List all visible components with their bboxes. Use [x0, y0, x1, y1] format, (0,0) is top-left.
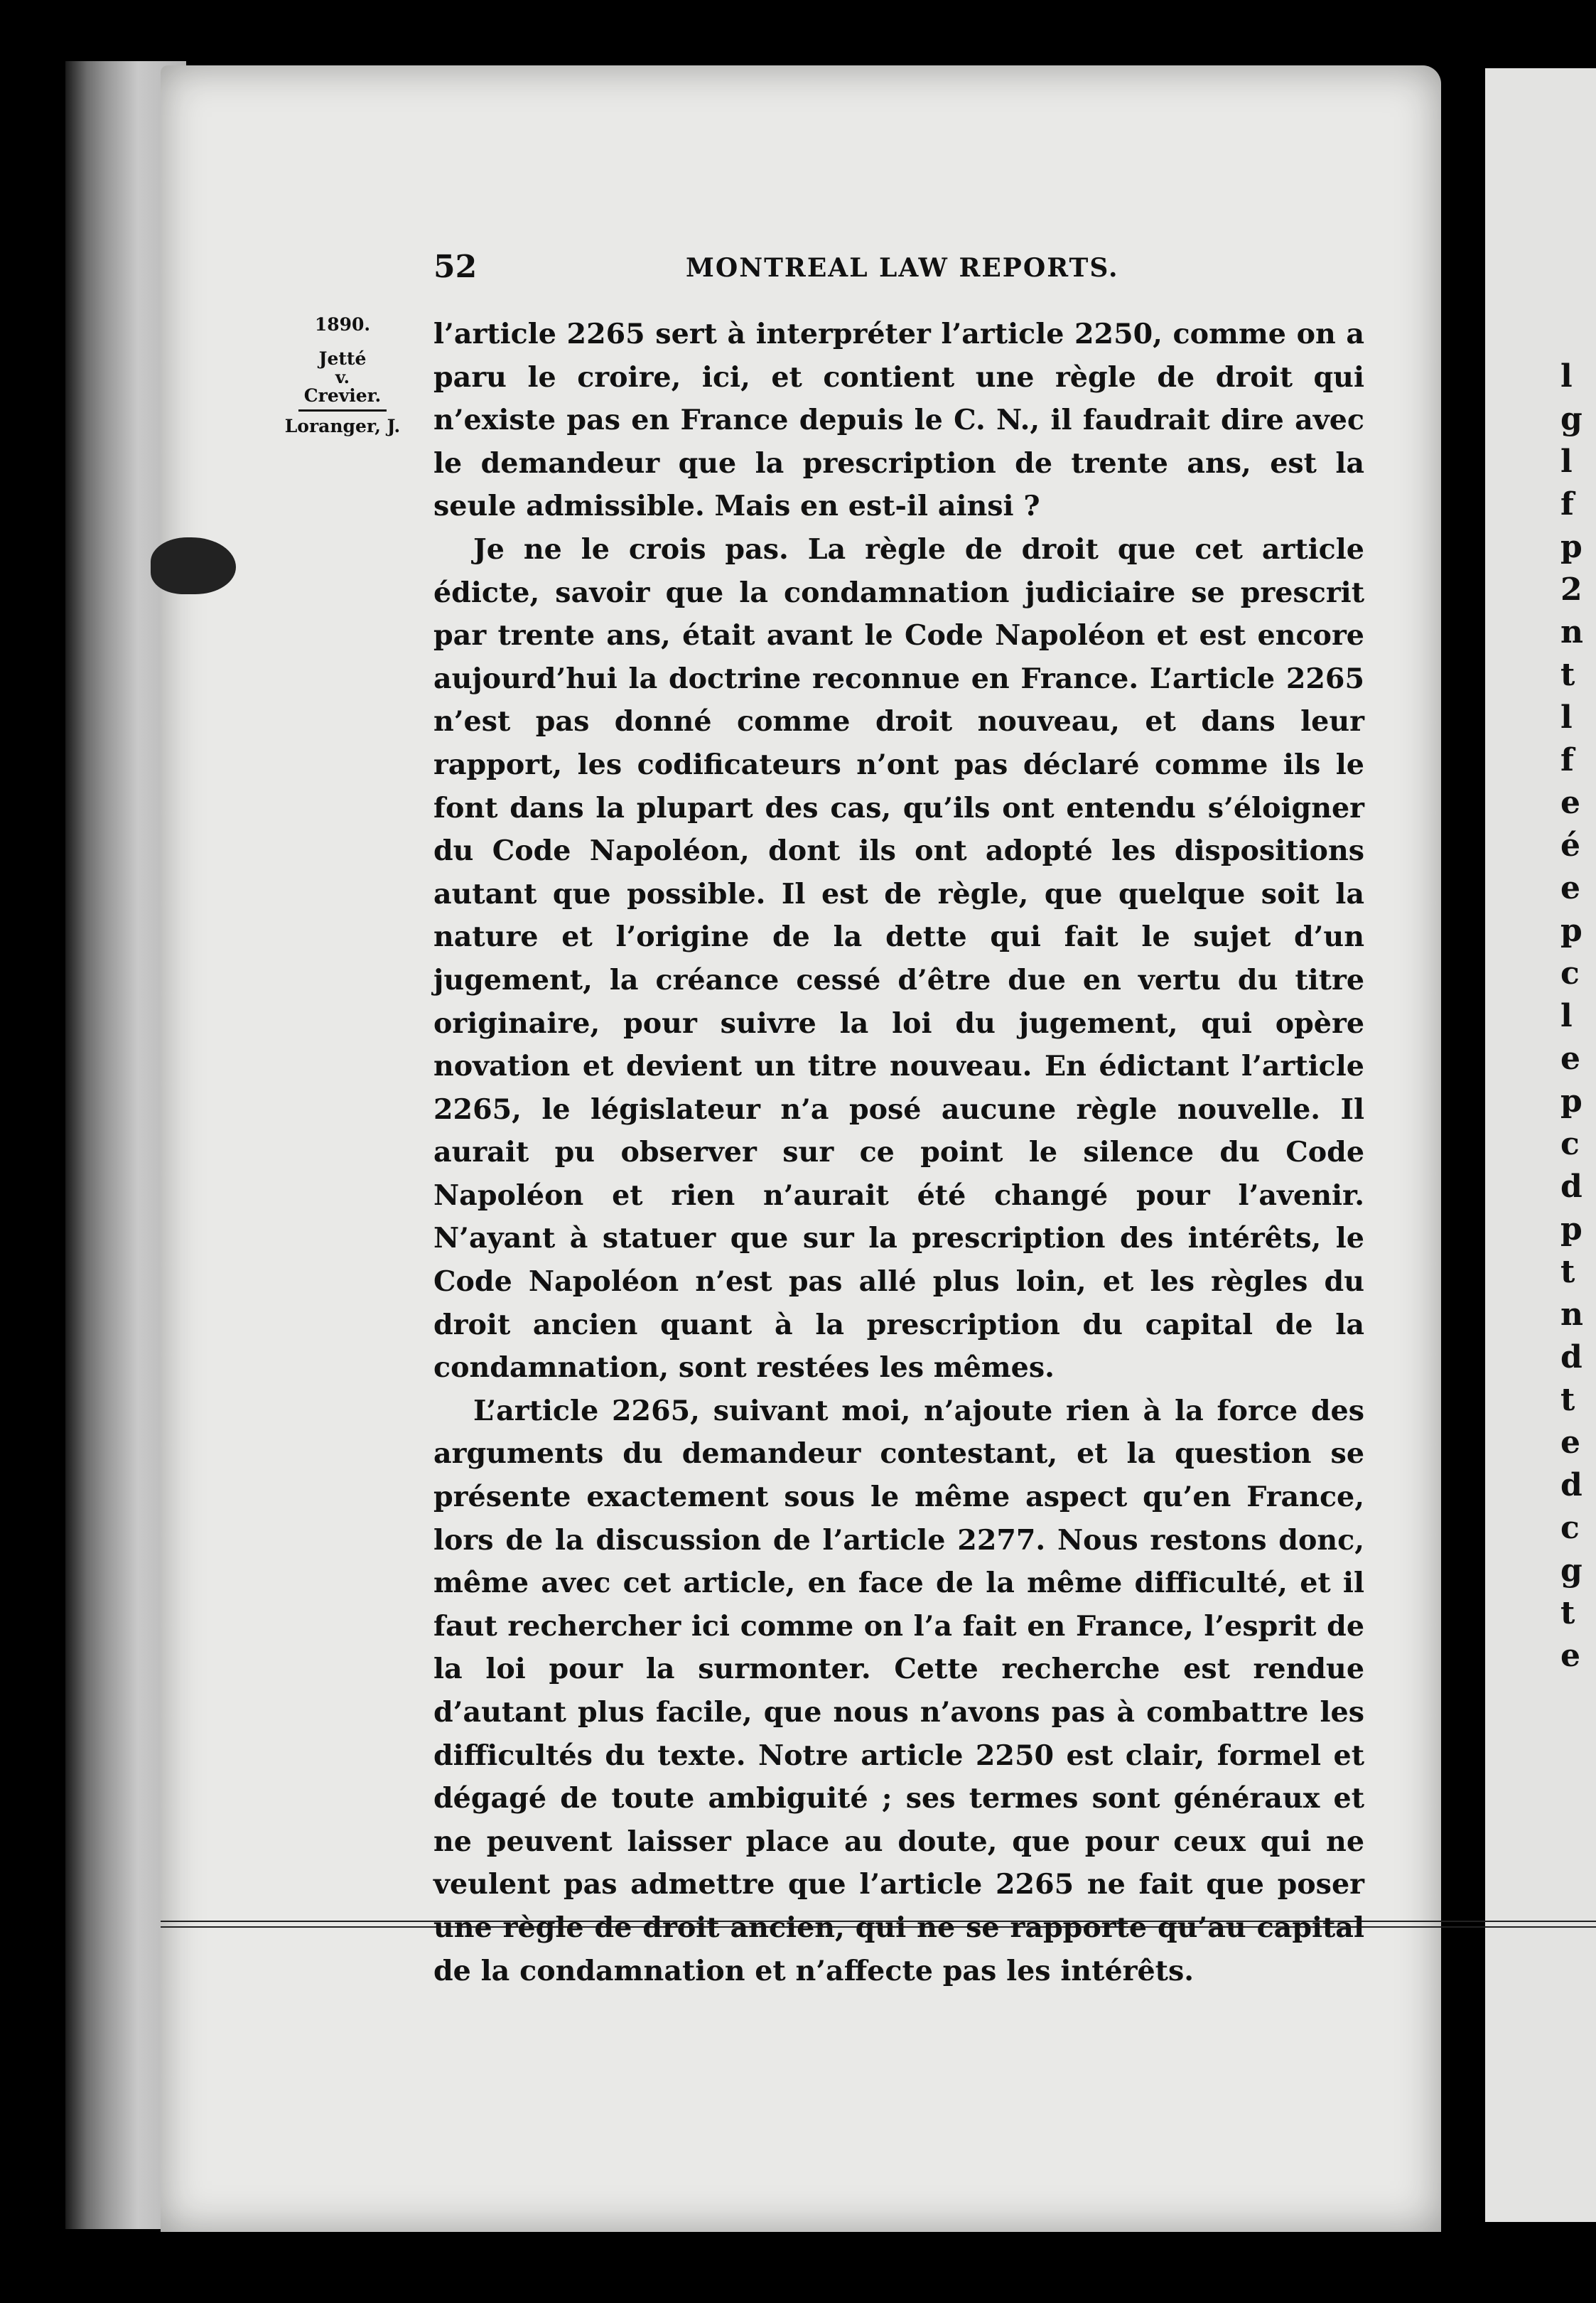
paragraph: Je ne le crois pas. La règle de droit que cet article édicte, savoir que la condamnation judiciaire se prescrit par trente ans, était avant le Code Napoléon et est encore aujourd’hui la doctrine reconnue en France. L’article 2265 n’est pas donné comme droit nouveau, et dans leur rapport, les codificateurs n’ont pas déclaré comme ils le font dans la plupart des cas, qu’ils ont entendu s’éloigner du Code Napoléon, dont ils ont adopté les dispositions autant que possible. Il est de règle, que quelque soit la nature et l’origine de la dette qui fait le sujet d’un jugement, la créance cessé d’être due en vertu du titre originaire, pour suivre la loi du jugement, qui opère novation et devient un titre nouveau. En édictant l’article 2265, le législateur n’a posé aucune règle nouvelle. Il aurait pu observer sur ce point le silence du Code Napoléon et rien n’aurait été changé pour l’avenir. N’ayant à statuer que sur la prescription des intérêts, le Code Napoléon n’est pas allé plus loin, et les règles du droit ancien quant à la prescription du capital de la condamnation, sont restées les mêmes. [433, 532, 1364, 1385]
party-defendant: Crevier. [298, 385, 387, 412]
adjacent-fragment: c [1560, 1126, 1580, 1162]
adjacent-fragment: t [1560, 1382, 1575, 1418]
versus: v. [335, 367, 350, 387]
adjacent-fragment: p [1560, 913, 1582, 949]
judge-name: Loranger, J. [284, 416, 401, 436]
adjacent-fragment: c [1560, 955, 1580, 992]
adjacent-fragment: g [1560, 401, 1582, 437]
adjacent-fragment: t [1560, 1254, 1575, 1290]
adjacent-fragment: e [1560, 1041, 1580, 1077]
adjacent-fragment: f [1560, 742, 1574, 778]
adjacent-fragment: f [1560, 486, 1574, 522]
paragraph: L’article 2265, suivant moi, n’ajoute rien à la force des arguments du demandeur contestant, et la question se présente exactement sous le même aspect qu’en France, lors de la discussion de l’article 2277. Nous restons donc, même avec cet article, en face de la même difficulté, et il faut rechercher ici comme on l’a fait en France, l’esprit de la loi pour la surmonter. Cette recherche est rendue d’autant plus facile, que nous n’avons pas à combattre les difficultés du texte. Notre article 2250 est clair, formel et dégagé de toute ambiguité ; ses termes sont généraux et ne peuvent laisser place au doute, que pour ceux qui ne veulent pas admettre que l’article 2265 ne fait que poser une règle de droit ancien, qui ne se rapporte qu’au capital de la condamnation et n’affecte pas les intérêts. [433, 1394, 1364, 1987]
adjacent-fragment: d [1560, 1467, 1582, 1503]
adjacent-fragment: l [1560, 699, 1573, 736]
adjacent-fragment: c [1560, 1510, 1580, 1546]
adjacent-page-text [1560, 355, 1583, 1677]
adjacent-fragment: p [1560, 1083, 1582, 1120]
margin-note [279, 314, 406, 437]
adjacent-fragment: t [1560, 657, 1575, 693]
adjacent-fragment: n [1560, 614, 1583, 650]
adjacent-fragment: l [1560, 358, 1573, 394]
adjacent-fragment: e [1560, 1638, 1580, 1674]
paragraph: l’article 2265 sert à interpréter l’article 2250, comme on a paru le croire, ici, et contient une règle de droit qui n’existe pas en France depuis le C. N., il faudrait dire avec le demandeur que la prescription de trente ans, est la seule admissible. Mais en est-il ainsi ? [433, 318, 1364, 523]
adjacent-fragment: d [1560, 1339, 1582, 1375]
adjacent-fragment: é [1560, 827, 1580, 864]
adjacent-fragment: p [1560, 529, 1582, 565]
adjacent-fragment: t [1560, 1595, 1575, 1631]
running-title: MONTREAL LAW REPORTS. [686, 253, 1119, 283]
adjacent-fragment: n [1560, 1297, 1583, 1333]
party-plaintiff: Jetté [318, 348, 367, 369]
adjacent-fragment: e [1560, 785, 1580, 821]
adjacent-fragment: p [1560, 1211, 1582, 1247]
body-text [433, 313, 1364, 1992]
adjacent-fragment: l [1560, 998, 1573, 1034]
page-number: 52 [433, 249, 478, 285]
running-head [433, 249, 1364, 291]
adjacent-fragment: e [1560, 1424, 1580, 1461]
adjacent-fragment: d [1560, 1169, 1582, 1205]
adjacent-fragment: l [1560, 444, 1573, 480]
case-year: 1890. [314, 314, 371, 335]
ink-blot [151, 537, 236, 594]
adjacent-fragment: 2 [1560, 571, 1582, 608]
adjacent-fragment: g [1560, 1552, 1582, 1589]
adjacent-fragment: e [1560, 870, 1580, 906]
